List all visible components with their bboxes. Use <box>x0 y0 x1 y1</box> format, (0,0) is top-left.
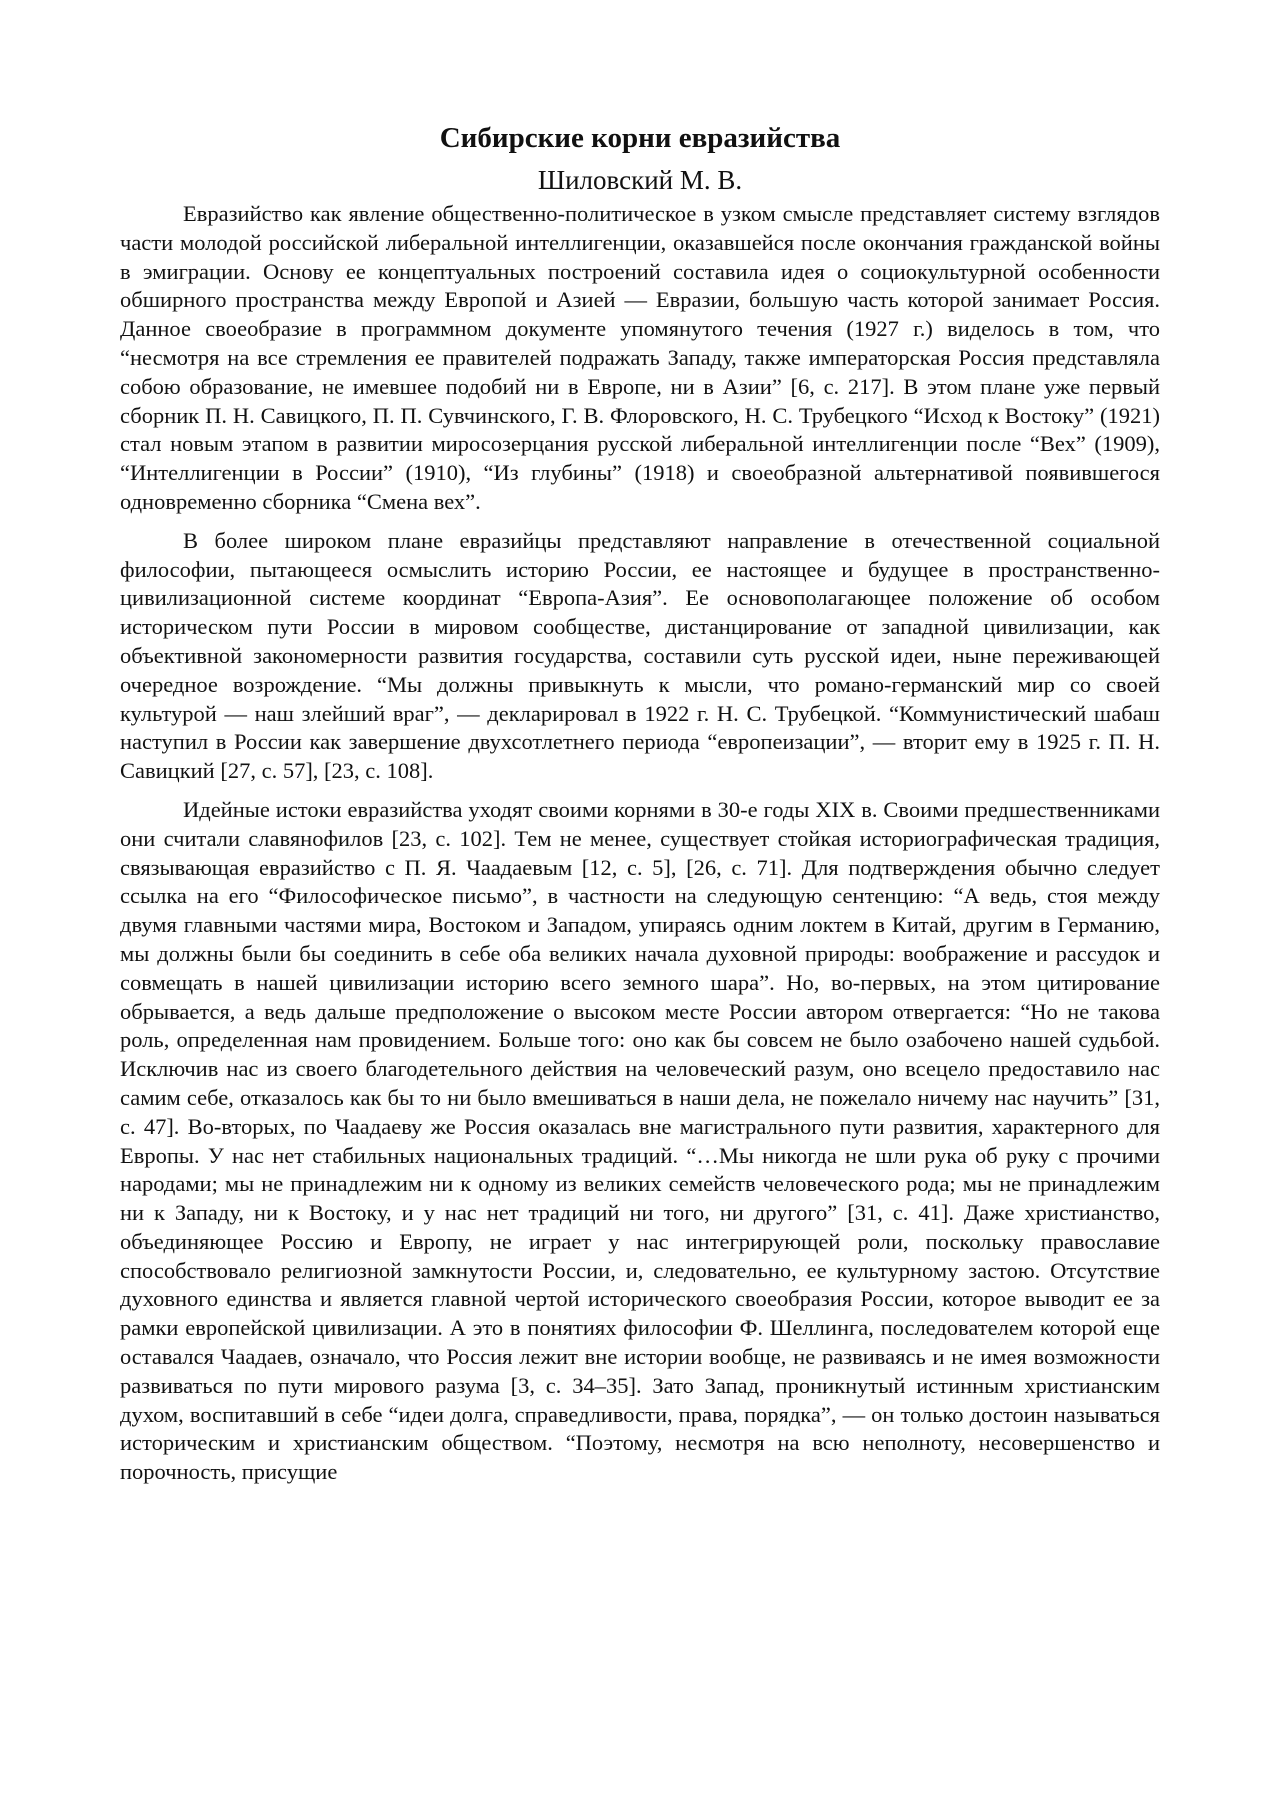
paragraph-1: Евразийство как явление общественно-политическое в узком смысле представляет систему взглядов части молодой российской либеральной интеллигенции, оказавшейся после окончания гражданской войны в эмиграции. Основу ее концептуальных построений составила идея о социокультурной особенности обширного пространства между Европой и Азией — Евразии, большую часть которой занимает Россия. Данное своеобразие в программном документе упомянутого течения (1927 г.) виделось в том, что “несмотря на все стремления ее правителей подражать Западу, также императорская Россия представляла собою образование, не имевшее подобий ни в Европе, ни в Азии” [6, с. 217]. В этом плане уже первый сборник П. Н. Савицкого, П. П. Сувчинского, Г. В. Флоровского, Н. С. Трубецкого “Исход к Востоку” (1921) стал новым этапом в развитии миросозерцания русской либеральной интеллигенции после “Вех” (1909), “Интеллигенции в России” (1910), “Из глубины” (1918) и своеобразной альтернативой появившегося одновременно сборника “Смена вех”. <box>120 201 1160 514</box>
paragraph-2: В более широком плане евразийцы представляют направление в отечественной социальной философии, пытающееся осмыслить историю России, ее настоящее и будущее в пространственно-цивилизационной системе координат “Европа-Азия”. Ее основополагающее положение об особом историческом пути России в мировом сообществе, дистанцирование от западной цивилизации, как объективной закономерности развития государства, составили суть русской идеи, ныне переживающей очередное возрождение. “Мы должны привыкнуть к мысли, что романо-германский мир со своей культурой — наш злейший враг”, — декларировал в 1922 г. Н. С. Трубецкой. “Коммунистический шабаш наступил в России как завершение двухсотлетнего периода “европеизации”, — вторит ему в 1925 г. П. Н. Савицкий [27, с. 57], [23, с. 108]. <box>120 527 1160 784</box>
paragraph-3: Идейные истоки евразийства уходят своими корнями в 30-е годы XIX в. Своими предшественниками они считали славянофилов [23, с. 102]. Тем не менее, существует стойкая историографическая традиция, связывающая евразийство с П. Я. Чаадаевым [12, с. 5], [26, с. 71]. Для подтверждения обычно следует ссылка на его “Философическое письмо”, в частности на следующую сентенцию: “А ведь, стоя между двумя главными частями мира, Востоком и Западом, упираясь одним локтем в Китай, другим в Германию, мы должны были бы соединить в себе оба великих начала духовной природы: воображение и рассудок и совмещать в нашей цивилизации историю всего земного шара”. Но, во-первых, на этом цитирование обрывается, а ведь дальше предположение о высоком месте России автором отвергается: “Но не такова роль, определенная нам провидением. Больше того: оно как бы совсем не было озабочено нашей судьбой. Исключив нас из своего благодетельного действия на человеческий разум, оно всецело предоставило нас самим себе, отказалось как бы то ни было вмешиваться в наши дела, не пожелало ничему нас научить” [31, с. 47]. Во-вторых, по Чаадаеву же Россия оказалась вне магистрального пути развития, характерного для Европы. У нас нет стабильных национальных традиций. “…Мы никогда не шли рука об руку с прочими народами; мы не принадлежим ни к одному из великих семейств человеческого рода; мы не принадлежим ни к Западу, ни к Востоку, и у нас нет традиций ни того, ни другого” [31, с. 41]. Даже христианство, объединяющее Россию и Европу, не играет у нас интегрирующей роли, поскольку православие способствовало религиозной замкнутости России, и, следовательно, ее культурному застою. Отсутствие духовного единства и является главной чертой исторического своеобразия России, которое выводит ее за рамки европейской цивилизации. А это в понятиях философии Ф. Шеллинга, последователем которой еще оставался Чаадаев, означало, что Россия лежит вне истории вообще, не развиваясь и не имея возможности развиваться по пути мирового разума [3, с. 34–35]. Зато Запад, проникнутый истинным христианским духом, воспитавший в себе “идеи долга, справедливости, права, порядка”, — он только достоин называться историческим и христианским обществом. “Поэтому, несмотря на всю неполноту, несовершенство и порочность, присущие <box>120 796 1160 1485</box>
article-author: Шиловский М. В. <box>537 165 743 195</box>
article-title: Сибирские корни евразийства <box>439 122 841 154</box>
article-body <box>120 116 1160 1497</box>
